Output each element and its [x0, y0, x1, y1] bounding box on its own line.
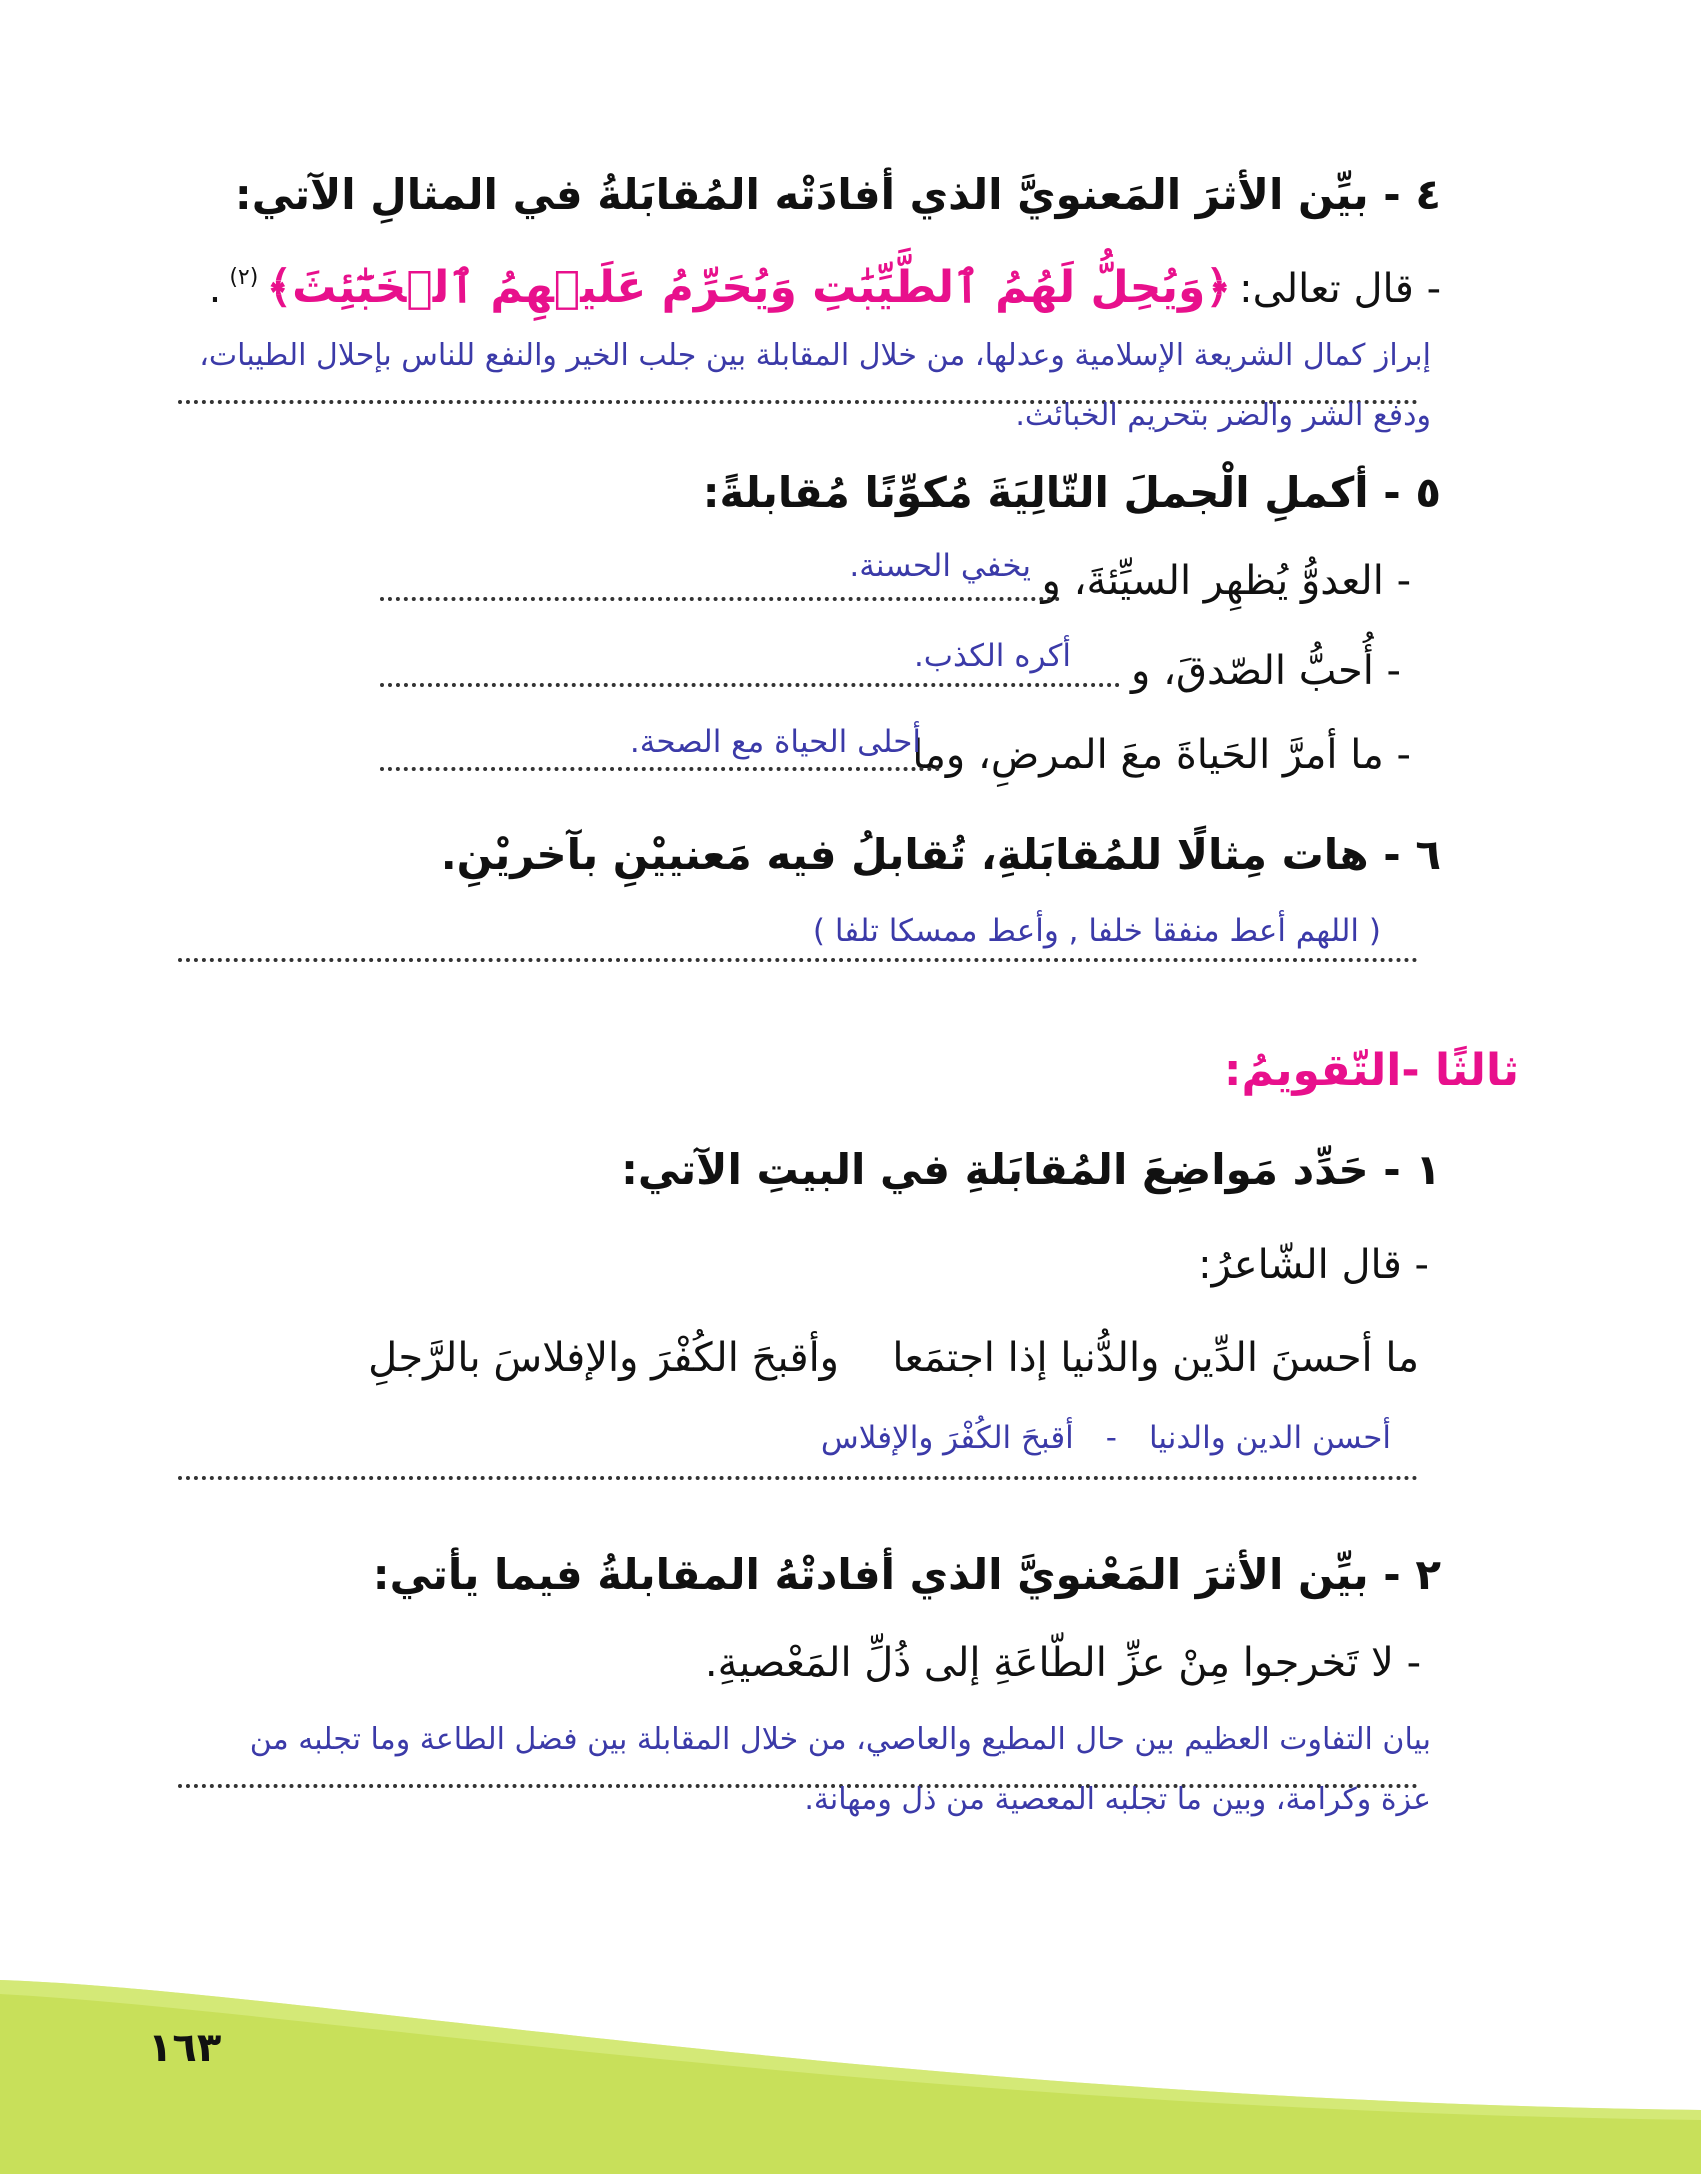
q4-period: . [208, 266, 222, 312]
q4-intro: - قال تعالى: [1239, 266, 1441, 312]
footnote-marker: (٢) [229, 265, 259, 290]
q5-item-3-prompt: - ما أمرَّ الحَياةَ معَ المرضِ، وما [912, 732, 1411, 778]
q4-answer-line2: ودفع الشر والضر بتحريم الخبائث. [1015, 398, 1431, 433]
q5-item-1-answer: يخفي الحسنة. [849, 548, 1031, 584]
footer-band [0, 1950, 1701, 2174]
e1-answer-sep: - [1105, 1420, 1117, 1456]
q5-item-3-dotted-line [380, 767, 940, 771]
poem-hemistich-1: ما أحسنَ الدِّين والدُّنيا إذا اجتمَعا [892, 1335, 1419, 1381]
q6-answer: ( اللهم أعط منفقا خلفا , وأعط ممسكا تلفا ) [812, 913, 1381, 949]
q6-title: ٦ - هات مِثالًا للمُقابَلةِ، تُقابلُ فيه مَعنييْنِ بآخريْنِ. [440, 830, 1441, 879]
q4-verse-line [209, 262, 1441, 313]
e1-answer-b: أقبحَ الكُفْرَ والإفلاس [820, 1420, 1074, 1456]
e2-prompt: - لا تَخرجوا مِنْ عزِّ الطّاعَةِ إلى ذُلِّ المَعْصيةِ. [704, 1640, 1421, 1686]
poem-hemistich-2: وأقبحَ الكُفْرَ والإفلاسَ بالرَّجلِ [368, 1335, 839, 1381]
q5-item-2-dotted-line [380, 683, 1120, 687]
q6-dotted-line [178, 958, 1418, 962]
quran-verse: ﴿وَيُحِلُّ لَهُمُ ٱلطَّيِّبَٰتِ وَيُحَرِّمُ عَلَيۡهِمُ ٱلۡخَبَٰٓئِثَ﴾ [266, 262, 1232, 313]
e1-dotted-line [178, 1476, 1418, 1480]
e2-answer-line2: عزة وكرامة، وبين ما تجلبه المعصية من ذل ومهانة. [804, 1782, 1431, 1817]
q5-item-1-dotted-line [380, 597, 1060, 601]
q5-title: ٥ - أكملِ الْجملَ التّالِيَةَ مُكوِّنًا مُقابلةً: [702, 468, 1441, 517]
q5-item-3-answer: أحلى الحياة مع الصحة. [629, 724, 921, 760]
section-heading: ثالثًا -التّقويمُ: [1223, 1045, 1519, 1096]
e1-intro: - قال الشّاعرُ: [1198, 1242, 1429, 1288]
q5-item-2-prompt: - أُحبُّ الصّدقَ، و [1131, 648, 1401, 694]
q4-title: ٤ - بيِّن الأثرَ المَعنويَّ الذي أفادَتْه المُقابَلةُ في المثالِ الآتي: [234, 170, 1441, 219]
q5-item-1-prompt: - العدوُّ يُظهِر السيِّئةَ، و [1041, 558, 1411, 604]
q4-answer-line1: إبراز كمال الشريعة الإسلامية وعدلها، من خلال المقابلة بين جلب الخير والنفع للناس بإحلال الطيبات، [199, 338, 1431, 373]
e2-answer-line1: بيان التفاوت العظيم بين حال المطيع والعاصي، من خلال المقابلة بين فضل الطاعة وما تجلبه من [249, 1722, 1431, 1757]
q5-item-2-answer: أكره الكذب. [913, 638, 1071, 674]
e1-answer-a: أحسن الدين والدنيا [1148, 1420, 1391, 1456]
e1-answer [821, 1420, 1391, 1456]
page-number: ١٦٣ [148, 2025, 222, 2071]
e1-title: ١ - حَدِّد مَواضِعَ المُقابَلةِ في البيتِ الآتي: [621, 1145, 1441, 1194]
e2-title: ٢ - بيِّن الأثرَ المَعْنويَّ الذي أفادتْهُ المقابلةُ فيما يأتي: [372, 1550, 1441, 1599]
